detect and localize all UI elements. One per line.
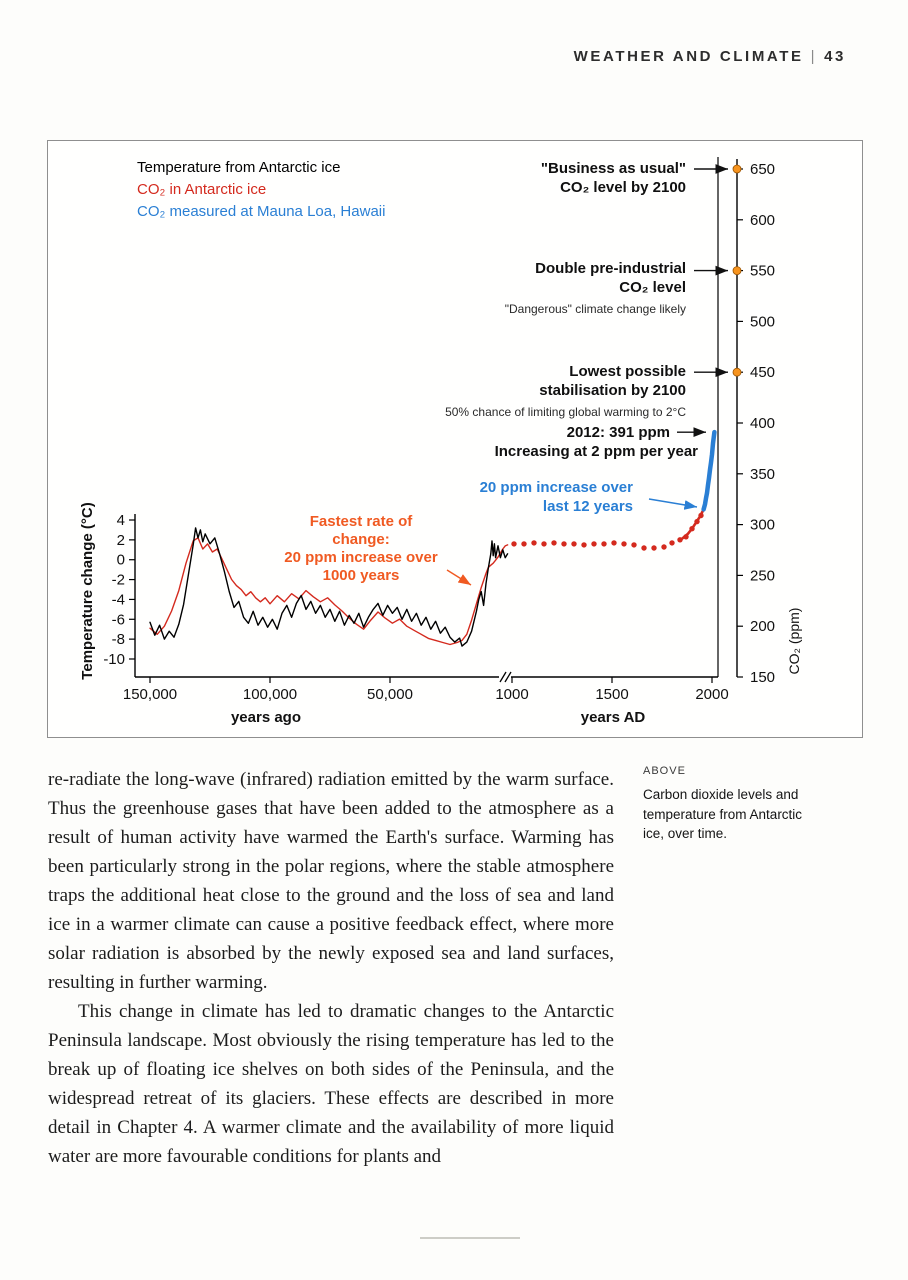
svg-text:650: 650 [750,161,776,178]
annotation-subline: "Dangerous" climate change likely [504,302,686,316]
svg-text:600: 600 [750,211,776,229]
annotation-line: last 12 years [542,498,633,515]
annotation-fastest-rate [281,513,441,585]
legend-co2-mauna-loa: CO₂ measured at Mauna Loa, Hawaii [137,203,386,220]
annotation-line: Lowest possible [569,363,686,380]
svg-text:-2: -2 [111,571,125,589]
svg-text:1000: 1000 [495,686,529,703]
svg-text:-4: -4 [111,591,125,609]
annotation-line: 20 ppm increase over [284,549,438,566]
svg-text:150: 150 [750,669,776,686]
annotation-line: "Business as usual" [540,160,686,177]
svg-text:years ago: years ago [230,709,302,726]
svg-text:400: 400 [750,415,776,432]
body-text [48,765,614,1171]
svg-text:0: 0 [116,551,125,569]
svg-text:450: 450 [750,364,776,382]
scan-artifact [420,1237,520,1239]
svg-text:4: 4 [116,512,125,529]
svg-text:years AD: years AD [580,709,646,726]
annotation-line: 20 ppm increase over [479,479,633,496]
annotation-line: CO₂ level by 2100 [560,179,686,196]
svg-text:1500: 1500 [595,686,629,703]
co2-temperature-chart [48,141,864,739]
annotation-business-as-usual [541,159,686,197]
annotation-subline: 50% chance of limiting global warming to 2°C [445,405,686,419]
annotation-line: Increasing at 2 ppm per year [494,443,698,460]
svg-text:350: 350 [750,465,776,483]
header-divider: | [810,48,818,65]
legend-temperature-ice: Temperature from Antarctic ice [137,159,341,176]
co2-temperature-figure [47,140,863,738]
svg-text:250: 250 [750,567,776,585]
svg-text:-10: -10 [103,651,125,668]
svg-text:500: 500 [750,313,776,331]
svg-text:Temperature change (°C): Temperature change (°C) [79,502,96,680]
svg-text:200: 200 [750,618,776,636]
annotation-double-preindustrial [505,259,686,319]
svg-text:50,000: 50,000 [367,686,413,703]
svg-text:CO₂ (ppm): CO₂ (ppm) [786,607,802,675]
annotation-line: CO₂ level [619,279,686,296]
page-header [574,48,846,65]
annotation-2012-value [567,423,670,442]
annotation-recent-increase [480,478,633,516]
paragraph-2: This change in climate has led to dramatic changes to the Antarctic Peninsula landscape. Most obviously the rising temperature has led to the break up of floating ice shelves on both sides of the Peninsula, and the widespread retreat of its glaciers. These effects are described in more detail in Chapter 4. A warmer climate and the availability of more liquid water are more favourable conditions for plants and [48,1001,614,1167]
page-number: 43 [824,48,846,65]
annotation-lowest-stabilisation [445,362,686,422]
svg-text:2: 2 [116,531,125,549]
svg-text:550: 550 [750,262,776,280]
annotation-line: stabilisation by 2100 [539,382,686,399]
annotation-line: Fastest rate of change: [309,513,413,548]
annotation-line: 2012: 391 ppm [566,424,670,441]
annotation-line: Double pre-industrial [535,260,686,277]
chart-legend [137,157,385,223]
svg-text:2000: 2000 [695,686,729,703]
svg-text:150,000: 150,000 [122,686,178,703]
svg-text:-8: -8 [111,631,125,649]
annotation-line: 1000 years [322,567,400,584]
paragraph-1: re-radiate the long-wave (infrared) radiation emitted by the warm surface. Thus the greenhouse gases that have been added to the atmosphere as a result of human activity have warmed the Earth's surface. Warming has been particularly strong in the polar regions, where the stable atmosphere traps the additional heat close to the ground and the loss of sea and land ice in a warmer climate can cause a positive feedback effect, where more solar radiation is absorbed by the newly exposed sea and land surfaces, resulting in further warming. [48,769,614,993]
page-content [48,765,860,1171]
svg-text:-6: -6 [111,611,125,629]
annotation-rate-per-year [495,442,698,461]
legend-co2-ice: CO₂ in Antarctic ice [137,181,267,198]
svg-text:100,000: 100,000 [242,686,298,703]
caption-text: Carbon dioxide levels and temperature from Antarctic ice, over time. [643,787,803,842]
caption-kicker: ABOVE [643,765,686,777]
figure-caption [643,765,825,1171]
running-head: WEATHER AND CLIMATE [573,48,804,65]
svg-text:300: 300 [750,516,776,534]
